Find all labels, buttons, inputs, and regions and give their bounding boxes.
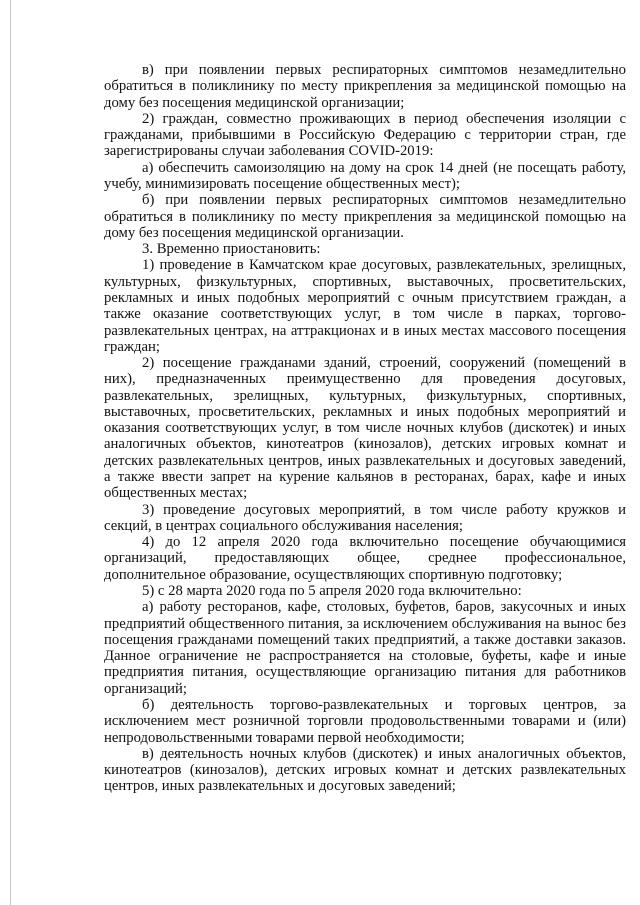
- paragraph-3-3: 3) проведение досуговых мероприятий, в том числе работу кружков и секций, в центрах социального обслуживания населения;: [104, 501, 626, 534]
- section-3-heading: 3. Временно приостановить:: [142, 241, 321, 258]
- paragraph-3-5b: б) деятельность торгово-развлекательных и торговых центров, за исключением мест розничной торговли продовольственными товарами и (или) непродовольственными товарами первой необходимости;: [104, 696, 626, 746]
- paragraph-3-5c: в) деятельность ночных клубов (дискотек) и иных аналогичных объектов, кинотеатров (кинозалов), детских игровых комнат и детских развлекательных центров, иных развлекательных и досуговых заведений;: [104, 745, 626, 795]
- paragraph-3-2: 2) посещение гражданами зданий, строений, сооружений (помещений в них), предназначенных преимущественно для проведения досуговых, развлекательных, зрелищных, культурных, физкультурных, спортивных, выставочных, просветительских, рекламных и иных подобных мероприятий и оказания соответствующих услуг, в том числе ночных клубов (дискотек) и иных аналогичных объектов, кинотеатров (кинозалов), детских игровых комнат и детских развлекательных центров, иных развлекательных и досуговых заведений, а также ввести запрет на курение кальянов в ресторанах, барах, кафе и иных общественных местах;: [104, 355, 626, 502]
- paragraph-3c: в) при появлении первых респираторных симптомов незамедлительно обратиться в поликлинику по месту прикрепления за медицинской помощью на дому без посещения медицинской организации;: [104, 62, 626, 111]
- paragraph-2: 2) граждан, совместно проживающих в период обеспечения изоляции с гражданами, прибывшими в Российскую Федерацию с территории стран, где зарегистрированы случаи заболевания COVID-2019:: [104, 110, 626, 160]
- paragraph-3-5: 5) с 28 марта 2020 года по 5 апреля 2020 года включительно:: [142, 583, 522, 599]
- paragraph-2a: а) обеспечить самоизоляцию на дому на срок 14 дней (не посещать работу, учебу, минимизировать посещение общественных мест);: [104, 159, 626, 192]
- document-body: [104, 62, 626, 795]
- paragraph-3-5a: а) работу ресторанов, кафе, столовых, буфетов, баров, закусочных и иных предприятий общественного питания, за исключением обслуживания на вынос без посещения гражданами помещений таких предприятий, а также доставки заказов. Данное ограничение не распространяется на столовые, буфеты, кафе и иные предприятия питания, осуществляющие организацию питания для работников организаций;: [104, 599, 626, 697]
- paragraph-2b: б) при появлении первых респираторных симптомов незамедлительно обратиться в поликлинику по месту прикрепления за медицинской помощью на дому без посещения медицинской организации.: [104, 192, 626, 241]
- paragraph-3-4: 4) до 12 апреля 2020 года включительно посещение обучающимися организаций, предоставляющих общее, среднее профессиональное, дополнительное образование, осуществляющих спортивную подготовку;: [104, 534, 626, 583]
- paragraph-3-1: 1) проведение в Камчатском крае досуговых, развлекательных, зрелищных, культурных, физкультурных, спортивных, выставочных, просветительских, рекламных и иных подобных мероприятий с очным присутствием граждан, а также оказание соответствующих услуг, в том числе в парках, торгово-развлекательных центрах, на аттракционах и в иных местах массового посещения граждан;: [104, 257, 626, 355]
- scan-edge-line: [10, 0, 11, 905]
